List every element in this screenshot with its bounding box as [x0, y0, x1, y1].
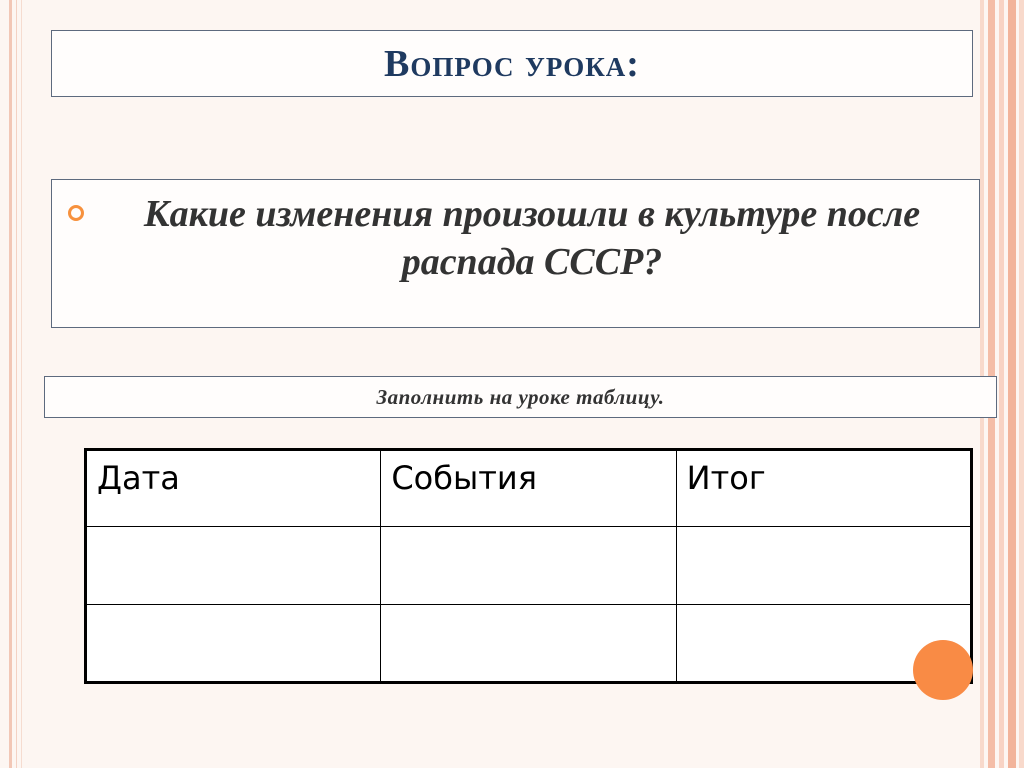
table-row	[86, 527, 972, 605]
slide-title: Вопрос урока:	[384, 42, 640, 85]
task-text: Заполнить на уроке таблицу.	[376, 384, 665, 409]
task-box	[44, 376, 997, 418]
table-header-date: Дата	[86, 450, 381, 527]
decor-stripe	[1019, 0, 1024, 768]
table-header-events: События	[381, 450, 676, 527]
question-text: Какие изменения произошли в культуре после распада СССР?	[143, 193, 921, 283]
table-header-result: Итог	[676, 450, 971, 527]
frame-line-left	[9, 0, 12, 768]
decor-stripe	[1008, 0, 1016, 768]
table-row	[86, 605, 972, 683]
table-cell[interactable]	[86, 605, 381, 683]
decor-stripe	[999, 0, 1004, 768]
bullet-circle-icon	[68, 205, 84, 221]
title-box	[51, 30, 973, 97]
frame-line-left-inner-2	[21, 0, 22, 768]
table-cell[interactable]	[381, 605, 676, 683]
fill-table	[84, 448, 973, 684]
question-box	[51, 179, 980, 328]
table-cell[interactable]	[381, 527, 676, 605]
table-cell[interactable]	[676, 527, 971, 605]
frame-line-left-inner	[16, 0, 17, 768]
orange-circle-decor	[913, 640, 973, 700]
table-header-row	[86, 450, 972, 527]
table-cell[interactable]	[86, 527, 381, 605]
